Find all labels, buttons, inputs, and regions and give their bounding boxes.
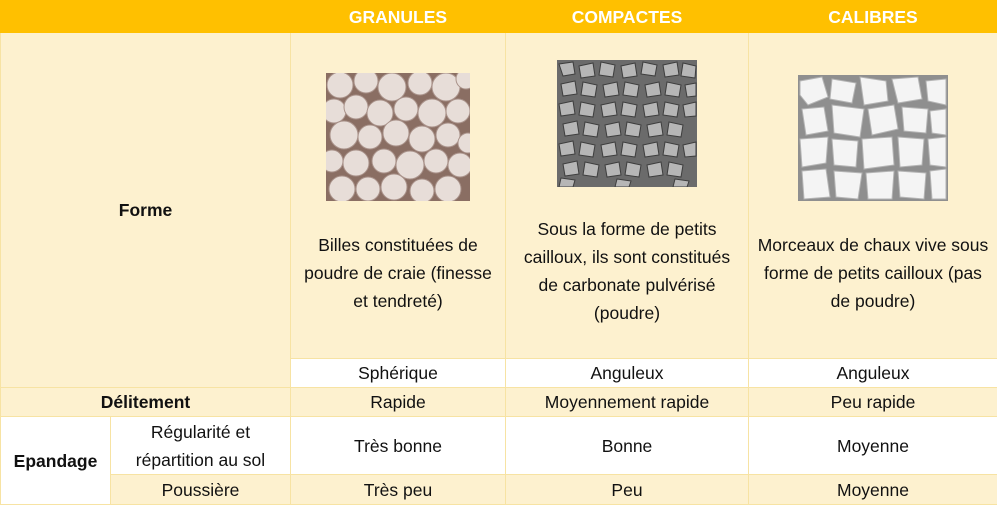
- compactes-photo: [557, 60, 697, 187]
- regularite-granules: Très bonne: [291, 417, 506, 475]
- shape-calibres: Anguleux: [749, 359, 997, 388]
- regularite-calibres: Moyenne: [749, 417, 997, 475]
- delitement-label: Délitement: [1, 388, 291, 417]
- poussiere-granules: Très peu: [291, 475, 506, 505]
- calibres-photo: [798, 75, 948, 201]
- delitement-compactes: Moyennement rapide: [506, 388, 749, 417]
- regularite-row: [1, 417, 997, 475]
- forme-label: Forme: [1, 33, 291, 388]
- forme-granules-cell: [291, 33, 506, 359]
- granules-photo: [326, 73, 470, 201]
- poussiere-calibres: Moyenne: [749, 475, 997, 505]
- forme-row: [1, 33, 997, 359]
- shape-granules: Sphérique: [291, 359, 506, 388]
- header-granules: GRANULES: [291, 1, 506, 33]
- header-row: [1, 1, 997, 33]
- header-compactes: COMPACTES: [506, 1, 749, 33]
- forme-calibres-cell: [749, 33, 997, 359]
- poussiere-compactes: Peu: [506, 475, 749, 505]
- regularite-compactes: Bonne: [506, 417, 749, 475]
- poussiere-label: Poussière: [111, 475, 291, 505]
- forme-calibres-description: Morceaux de chaux vive sous forme de petits cailloux (pas de poudre): [755, 231, 991, 315]
- header-blank-cell: [1, 1, 291, 33]
- delitement-granules: Rapide: [291, 388, 506, 417]
- delitement-calibres: Peu rapide: [749, 388, 997, 417]
- header-calibres: CALIBRES: [749, 1, 997, 33]
- shape-compactes: Anguleux: [506, 359, 749, 388]
- forme-compactes-description: Sous la forme de petits cailloux, ils sont constitués de carbonate pulvérisé (poudre): [512, 215, 742, 327]
- delitement-row: [1, 388, 997, 417]
- forme-compactes-cell: [506, 33, 749, 359]
- forme-granules-description: Billes constituées de poudre de craie (finesse et tendreté): [297, 231, 499, 315]
- poussiere-row: [1, 475, 997, 505]
- epandage-label: Epandage: [1, 417, 111, 505]
- regularite-label: Régularité et répartition au sol: [111, 417, 291, 475]
